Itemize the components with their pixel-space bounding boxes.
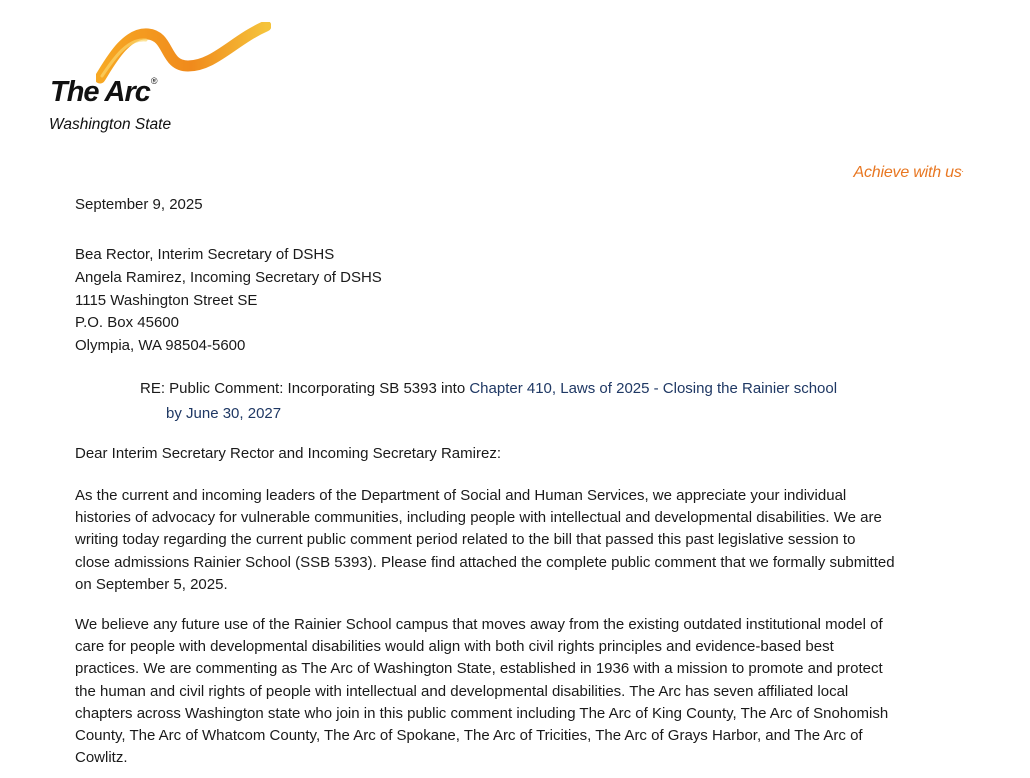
address-line: Bea Rector, Interim Secretary of DSHS [75, 246, 335, 263]
paragraph-line: care for people with developmental disabilities would align with both civil rights principles and evidence-based best [75, 638, 834, 656]
body-paragraph-2 [75, 614, 975, 769]
tagline-mark: . [961, 164, 964, 174]
org-name: The Arc® [50, 76, 157, 108]
address-line: P.O. Box 45600 [75, 314, 179, 331]
paragraph-line: County, The Arc of Whatcom County, The Arc of Spokane, The Arc of Tricities, The Arc of Grays Harbor, and The Arc of [75, 727, 863, 745]
address-line: Angela Ramirez, Incoming Secretary of DSHS [75, 269, 382, 286]
arc-logo [48, 20, 248, 140]
re-prefix: RE: Public Comment: Incorporating SB 5393 into [140, 380, 470, 397]
re-line [140, 378, 837, 400]
address-line: Olympia, WA 98504-5600 [75, 337, 246, 354]
paragraph-line: histories of advocacy for vulnerable communities, including people with intellectual and developmental disabilities. We are [75, 509, 882, 527]
org-subtitle: Washington State [49, 116, 172, 133]
chapter-link[interactable]: Chapter 410, Laws of 2025 - Closing the Rainier school [469, 380, 838, 397]
paragraph-line: We believe any future use of the Rainier School campus that moves away from the existing outdated institutional model of [75, 616, 883, 633]
address-line: 1115 Washington Street SE [75, 292, 258, 309]
registered-mark: ® [150, 76, 157, 86]
salutation: Dear Interim Secretary Rector and Incoming Secretary Ramirez: [75, 445, 501, 462]
paragraph-line: practices. We are commenting as The Arc of Washington State, established in 1936 with a mission to promote and protect [75, 660, 883, 678]
letter-date: September 9, 2025 [75, 196, 203, 213]
paragraph-line: writing today regarding the current public comment period related to the bill that passed this past legislative session to [75, 531, 856, 549]
paragraph-line: Cowlitz. [75, 749, 128, 767]
swoosh-icon [96, 22, 271, 84]
paragraph-line: As the current and incoming leaders of the Department of Social and Human Services, we appreciate your individual [75, 487, 847, 504]
re-line-continued: by June 30, 2027 [166, 405, 282, 422]
paragraph-line: on September 5, 2025. [75, 575, 228, 593]
paragraph-line: the human and civil rights of people with intellectual and developmental disabilities. The Arc has seven affiliated local [75, 682, 849, 700]
paragraph-line: close admissions Rainier School (SSB 5393). Please find attached the complete public comment that we formally submitted [75, 553, 895, 571]
paragraph-line: chapters across Washington state who join in this public comment including The Arc of King County, The Arc of Snohomish [75, 704, 889, 722]
tagline: Achieve with us. [853, 164, 964, 181]
body-paragraph-1 [75, 485, 975, 596]
